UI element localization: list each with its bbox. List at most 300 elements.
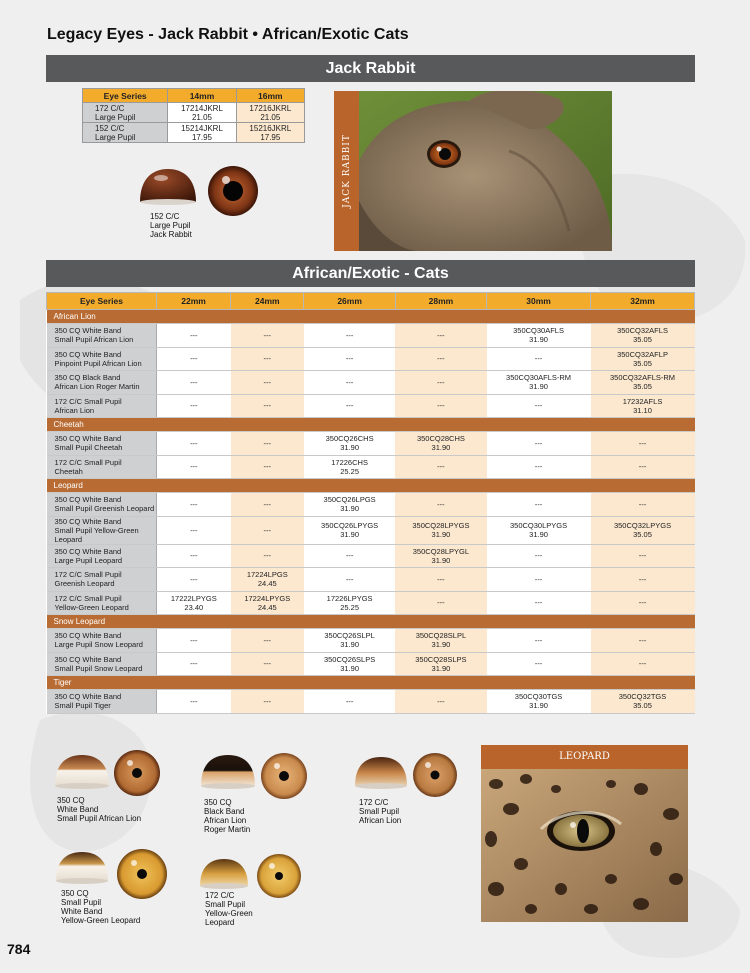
caption-line: 350 CQ — [204, 798, 232, 807]
item-price: 31.90 — [529, 530, 548, 539]
price-cell — [231, 544, 304, 568]
price-cell — [157, 591, 231, 615]
caption-line: African Lion — [204, 816, 247, 825]
item-code: --- — [190, 330, 198, 340]
price-cell — [395, 347, 486, 371]
item-code: --- — [190, 525, 198, 535]
item-code: 17226CHS — [331, 457, 368, 467]
column-header: 28mm — [395, 293, 486, 310]
price-cell — [157, 455, 231, 479]
table-header-row — [83, 89, 305, 103]
price-cell — [395, 544, 486, 568]
item-code: --- — [345, 696, 354, 706]
table-row — [47, 690, 695, 714]
price-cell — [487, 371, 591, 395]
price-cell — [395, 394, 486, 418]
column-header: 22mm — [157, 293, 231, 310]
item-code: --- — [534, 551, 543, 561]
price-cell — [231, 324, 304, 348]
price-cell — [231, 516, 304, 544]
price-cell — [231, 690, 304, 714]
series-line: 350 CQ White Band — [54, 546, 122, 556]
price-cell — [304, 629, 395, 653]
item-code: --- — [345, 574, 354, 584]
item-code: 350CQ26SLPS — [323, 654, 376, 664]
series-cell — [83, 123, 168, 143]
item-code: --- — [437, 574, 445, 584]
item-code: 350CQ32LPYGS — [613, 521, 672, 530]
series-cell — [47, 455, 157, 479]
price-cell — [157, 629, 231, 653]
item-price: 31.90 — [529, 701, 548, 711]
price-cell — [395, 455, 486, 479]
price-cell — [231, 568, 304, 592]
cc-leopard-eye-side-icon — [197, 856, 251, 890]
caption-line: Jack Rabbit — [150, 230, 192, 239]
item-price: 31.90 — [340, 443, 359, 453]
item-code: --- — [263, 499, 272, 509]
price-cell — [395, 568, 486, 592]
caption-line: Large Pupil — [150, 221, 191, 230]
caption-line: White Band — [57, 805, 99, 814]
caption-line: 172 C/C — [205, 891, 235, 900]
series-line: 350 CQ White Band — [54, 434, 122, 444]
series-cell — [47, 394, 157, 418]
table-row — [83, 103, 305, 123]
price-cell — [231, 432, 304, 456]
group-header-row — [47, 418, 695, 432]
table-row — [47, 347, 695, 371]
table-row — [47, 455, 695, 479]
series-line: Pinpoint Pupil African Lion — [54, 358, 142, 368]
table-row — [47, 493, 695, 517]
item-code: 350CQ28SLPS — [415, 654, 467, 664]
item-price: 23.40 — [184, 602, 204, 612]
item-code: --- — [263, 438, 272, 448]
caption-line: White Band — [61, 907, 103, 916]
series-cell — [47, 568, 157, 592]
caption-line: Roger Martin — [204, 825, 251, 834]
item-price: 31.90 — [340, 663, 359, 673]
table-row — [47, 324, 695, 348]
product-caption — [57, 796, 141, 823]
item-price: 35.05 — [633, 358, 652, 368]
column-header: 14mm — [168, 89, 236, 103]
item-code: --- — [263, 696, 272, 706]
price-cell — [487, 690, 591, 714]
item-code: 17232AFLS — [622, 396, 663, 406]
item-code: 350CQ26CHS — [325, 434, 374, 444]
table-row — [47, 516, 695, 544]
series-cell — [47, 544, 157, 568]
item-price: 17.95 — [260, 132, 281, 142]
price-cell — [395, 324, 486, 348]
series-line: African Lion Roger Martin — [54, 382, 140, 392]
series-cell — [83, 103, 168, 123]
price-cell — [591, 455, 695, 479]
jack-rabbit-photo-label — [334, 91, 359, 251]
black-band-lion-eye-front-icon — [260, 752, 308, 800]
table-row — [47, 652, 695, 676]
leopard-photo — [481, 769, 688, 922]
series-line: 350 CQ White Band — [54, 654, 122, 664]
item-code: --- — [437, 401, 445, 411]
item-code: 15214JKRL — [181, 123, 223, 133]
caption-line: 350 CQ — [57, 796, 85, 805]
price-cell — [157, 690, 231, 714]
series-line: 350 CQ White Band — [54, 631, 122, 641]
item-code: 350CQ28LPYGL — [412, 546, 470, 556]
price-cell — [487, 629, 591, 653]
item-code: --- — [638, 598, 647, 608]
white-band-lion-eye-side-icon — [52, 752, 112, 790]
series-line: Small Pupil Snow Leopard — [54, 663, 143, 673]
item-code: --- — [345, 330, 354, 340]
table-row — [47, 394, 695, 418]
price-cell — [168, 123, 236, 143]
series-line: Cheetah — [54, 466, 83, 476]
series-line: Yellow-Green Leopard — [54, 602, 129, 612]
price-cell — [487, 455, 591, 479]
price-cell — [591, 629, 695, 653]
series-cell — [47, 347, 157, 371]
item-code: --- — [638, 574, 647, 584]
price-cell — [304, 455, 395, 479]
item-code: --- — [345, 551, 354, 561]
price-cell — [395, 432, 486, 456]
price-cell — [395, 493, 486, 517]
price-cell — [487, 544, 591, 568]
series-cell — [47, 516, 157, 544]
item-code: --- — [638, 438, 647, 448]
item-code: --- — [263, 354, 272, 364]
series-line: Large Pupil Snow Leopard — [54, 640, 143, 650]
jack-rabbit-table — [82, 88, 305, 143]
series-line: 172 C/C Small Pupil — [54, 396, 122, 406]
item-code: --- — [534, 462, 543, 472]
price-cell — [304, 690, 395, 714]
price-cell — [231, 591, 304, 615]
item-price: 31.90 — [431, 663, 451, 673]
item-code: --- — [190, 401, 198, 411]
group-header-row — [47, 676, 695, 690]
series-line: Small Pupil African Lion — [54, 335, 134, 345]
series-line: Greenish Leopard — [54, 579, 115, 589]
item-price: 31.90 — [340, 640, 359, 650]
page-title: Legacy Eyes - Jack Rabbit • African/Exotic Cats — [47, 26, 409, 43]
item-price: 31.90 — [529, 335, 548, 345]
price-cell — [591, 516, 695, 544]
table-row — [47, 432, 695, 456]
group-header-row — [47, 310, 695, 324]
price-cell — [157, 347, 231, 371]
item-code: 350CQ32AFLS — [617, 326, 668, 336]
item-code: --- — [437, 354, 445, 364]
series-line: 350 CQ White Band — [54, 326, 122, 336]
series-line: Large Pupil — [95, 112, 136, 122]
white-band-leopard-eye-side-icon — [53, 849, 111, 885]
cc-leopard-eye-front-icon — [256, 853, 302, 899]
caption-line: Small Pupil — [205, 900, 246, 909]
caption-line: Small Pupil — [61, 898, 102, 907]
price-cell — [231, 347, 304, 371]
caption-line: Yellow-Green — [205, 909, 253, 918]
section-title-jack-rabbit: Jack Rabbit — [46, 55, 695, 82]
jack-rabbit-eye-caption — [150, 212, 192, 239]
series-line: 350 CQ Black Band — [54, 373, 121, 383]
item-code: --- — [345, 377, 354, 387]
item-code: --- — [345, 354, 354, 364]
item-code: --- — [534, 574, 543, 584]
series-cell — [47, 324, 157, 348]
price-cell — [591, 324, 695, 348]
item-price: 31.90 — [340, 530, 359, 539]
item-code: --- — [263, 551, 272, 561]
item-price: 21.05 — [191, 112, 213, 122]
caption-line: Small Pupil — [359, 807, 400, 816]
table-row — [47, 544, 695, 568]
caption-line: 350 CQ — [61, 889, 89, 898]
caption-line: Yellow-Green Leopard — [61, 916, 141, 925]
item-price: 31.90 — [431, 640, 451, 650]
caption-line: Leopard — [205, 918, 235, 927]
price-cell — [157, 652, 231, 676]
series-line: 172 C/C Small Pupil — [54, 457, 122, 467]
product-caption — [61, 889, 140, 925]
item-code: --- — [437, 462, 445, 472]
price-cell — [231, 394, 304, 418]
item-code: 17226LPYGS — [326, 593, 373, 603]
series-line: Small Pupil Cheetah — [54, 443, 123, 453]
series-line: 350 CQ White Band — [54, 692, 122, 702]
product-caption — [359, 798, 401, 825]
item-price: 31.10 — [633, 405, 652, 415]
price-cell — [304, 516, 395, 544]
series-cell — [47, 652, 157, 676]
series-line: 152 C/C — [95, 123, 125, 133]
jack-rabbit-photo-label-text: JACK RABBIT — [341, 134, 352, 208]
group-header-row — [47, 479, 695, 493]
item-code: --- — [263, 525, 272, 535]
price-cell — [304, 324, 395, 348]
table-row — [83, 123, 305, 143]
item-code: 17222LPYGS — [170, 593, 217, 603]
column-header: 16mm — [236, 89, 304, 103]
series-line: 172 C/C — [95, 103, 125, 113]
price-cell — [231, 493, 304, 517]
item-code: 17224LPGS — [246, 570, 288, 580]
table-row — [47, 591, 695, 615]
leopard-photo-label: LEOPARD — [481, 745, 688, 769]
price-cell — [304, 371, 395, 395]
item-code: --- — [190, 438, 198, 448]
item-code: --- — [534, 499, 543, 509]
item-price: 31.90 — [431, 530, 451, 539]
item-code: --- — [534, 598, 543, 608]
item-price: 35.05 — [633, 335, 652, 345]
price-cell — [304, 432, 395, 456]
item-code: --- — [437, 499, 445, 509]
group-header-row — [47, 615, 695, 629]
jack-rabbit-eye-side-icon — [137, 166, 199, 206]
price-cell — [157, 516, 231, 544]
price-cell — [157, 371, 231, 395]
item-code: --- — [437, 696, 445, 706]
series-line: 172 C/C Small Pupil — [54, 570, 122, 580]
group-title: African Lion — [47, 310, 695, 324]
series-cell — [47, 371, 157, 395]
price-cell — [157, 432, 231, 456]
price-cell — [157, 324, 231, 348]
price-cell — [487, 516, 591, 544]
price-cell — [591, 347, 695, 371]
price-cell — [395, 591, 486, 615]
item-code: --- — [638, 635, 647, 645]
section-title-african-exotic-cats: African/Exotic - Cats — [46, 260, 695, 287]
group-title: Cheetah — [47, 418, 695, 432]
price-cell — [157, 493, 231, 517]
item-price: 35.05 — [633, 701, 652, 711]
item-code: 17216JKRL — [249, 103, 292, 113]
item-code: --- — [437, 598, 445, 608]
item-code: --- — [437, 330, 445, 340]
item-code: --- — [190, 574, 198, 584]
price-cell — [304, 347, 395, 371]
price-cell — [487, 432, 591, 456]
series-line: 350 CQ White Band — [54, 349, 122, 359]
table-header-row — [47, 293, 695, 310]
item-code: 350CQ28SLPL — [415, 631, 467, 641]
caption-line: 172 C/C — [359, 798, 389, 807]
jack-rabbit-photo — [359, 91, 612, 251]
cc-lion-eye-front-icon — [412, 752, 458, 798]
item-code: 350CQ32TGS — [618, 692, 667, 702]
price-cell — [591, 493, 695, 517]
price-cell — [591, 544, 695, 568]
column-header: 30mm — [487, 293, 591, 310]
price-cell — [157, 568, 231, 592]
item-code: --- — [345, 401, 354, 411]
product-caption — [205, 891, 253, 927]
item-code: 350CQ30TGS — [514, 692, 563, 702]
price-cell — [231, 371, 304, 395]
price-cell — [591, 652, 695, 676]
price-cell — [591, 394, 695, 418]
item-code: --- — [534, 438, 543, 448]
caption-line: African Lion — [359, 816, 402, 825]
price-cell — [157, 544, 231, 568]
column-header: Eye Series — [83, 89, 168, 103]
price-cell — [487, 394, 591, 418]
price-cell — [236, 123, 304, 143]
price-cell — [395, 371, 486, 395]
item-code: --- — [638, 659, 647, 669]
item-code: --- — [534, 354, 543, 364]
item-code: --- — [263, 635, 272, 645]
item-code: 350CQ30LPYGS — [509, 521, 568, 530]
price-cell — [304, 652, 395, 676]
item-price: 25.25 — [340, 466, 359, 476]
item-code: --- — [190, 462, 198, 472]
item-code: 350CQ28CHS — [416, 434, 465, 444]
group-title: Snow Leopard — [47, 615, 695, 629]
column-header: Eye Series — [47, 293, 157, 310]
price-cell — [591, 371, 695, 395]
item-price: 24.45 — [257, 602, 277, 612]
series-line: 350 CQ White Band — [54, 495, 122, 505]
item-price: 35.05 — [633, 530, 652, 539]
series-cell — [47, 591, 157, 615]
caption-line: Small Pupil African Lion — [57, 814, 142, 823]
price-cell — [395, 629, 486, 653]
price-cell — [231, 455, 304, 479]
series-line: Leopard — [54, 534, 83, 544]
item-code: --- — [638, 551, 647, 561]
series-line: Large Pupil — [95, 132, 136, 142]
african-exotic-cats-table — [46, 292, 695, 714]
series-line: Small Pupil Greenish Leopard — [54, 504, 155, 514]
price-cell — [487, 568, 591, 592]
item-code: 350CQ26LPGS — [323, 495, 376, 505]
item-code: --- — [263, 462, 272, 472]
item-code: 350CQ32AFLP — [617, 349, 668, 359]
price-cell — [304, 568, 395, 592]
series-cell — [47, 493, 157, 517]
item-code: --- — [263, 401, 272, 411]
price-cell — [591, 432, 695, 456]
series-line: Large Pupil Leopard — [54, 555, 123, 565]
item-code: --- — [534, 401, 543, 411]
item-price: 21.05 — [260, 112, 281, 122]
series-line: African Lion — [54, 405, 95, 415]
item-code: --- — [534, 635, 543, 645]
price-cell — [487, 652, 591, 676]
item-code: --- — [190, 354, 198, 364]
item-code: 15216JKRL — [249, 123, 292, 133]
series-cell — [47, 690, 157, 714]
jack-rabbit-eye-front-icon — [207, 165, 259, 217]
price-cell — [304, 493, 395, 517]
price-cell — [487, 591, 591, 615]
column-header: 24mm — [231, 293, 304, 310]
item-code: --- — [190, 635, 198, 645]
item-code: --- — [263, 377, 272, 387]
item-price: 31.90 — [431, 555, 451, 565]
item-price: 35.05 — [633, 382, 652, 392]
cc-lion-eye-side-icon — [352, 754, 410, 790]
item-code: --- — [190, 499, 198, 509]
price-cell — [591, 690, 695, 714]
price-cell — [157, 394, 231, 418]
price-cell — [591, 568, 695, 592]
item-code: 350CQ26SLPL — [324, 631, 375, 641]
item-code: 17214JKRL — [181, 103, 223, 113]
item-code: --- — [190, 377, 198, 387]
item-price: 17.95 — [191, 132, 213, 142]
item-code: 350CQ28LPYGS — [412, 521, 470, 530]
price-cell — [168, 103, 236, 123]
caption-line: 152 C/C — [150, 212, 180, 221]
cats-table-body — [47, 310, 695, 714]
item-code: --- — [190, 659, 198, 669]
series-cell — [47, 629, 157, 653]
series-line: Small Pupil Yellow-Green — [54, 525, 139, 535]
price-cell — [304, 591, 395, 615]
group-title: Leopard — [47, 479, 695, 493]
item-code: --- — [263, 659, 272, 669]
price-cell — [231, 629, 304, 653]
price-cell — [231, 652, 304, 676]
